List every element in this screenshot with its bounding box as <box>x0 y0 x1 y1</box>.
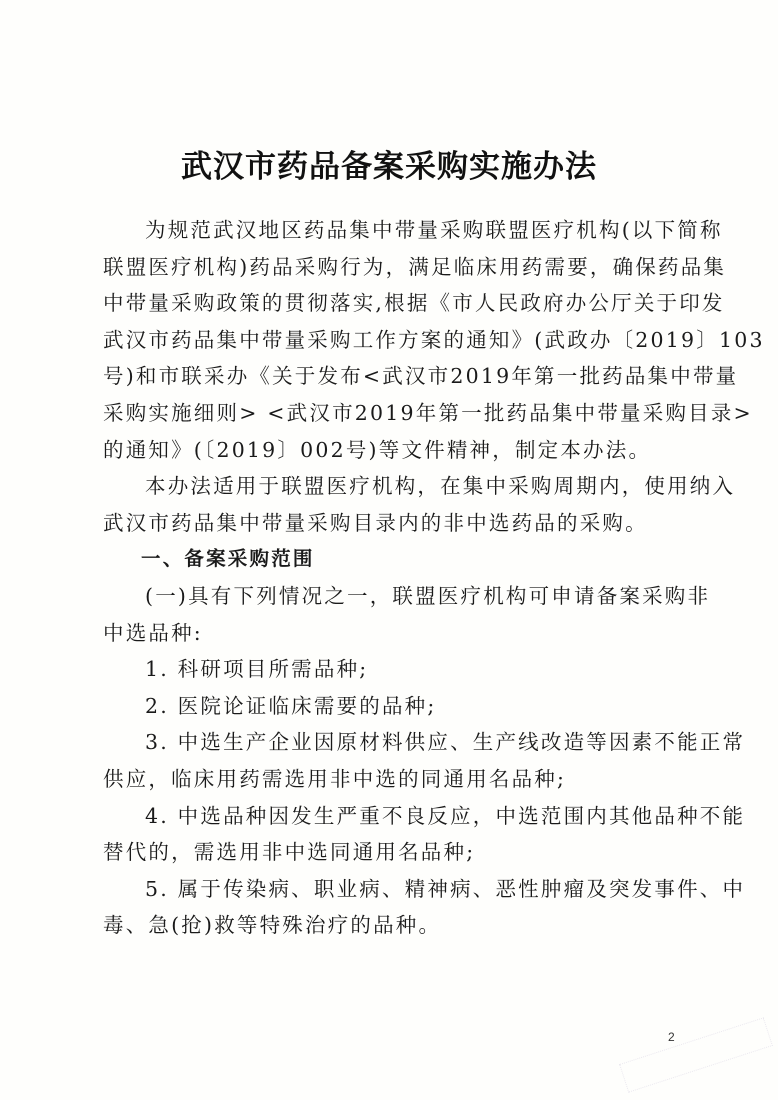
text-line: 武汉市药品集中带量采购目录内的非中选药品的采购。 <box>103 510 648 535</box>
text-line: 供应，临床用药需选用非中选的同通用名品种; <box>103 766 567 791</box>
text-line: 为规范武汉地区药品集中带量采购联盟医疗机构(以下简称 <box>145 218 723 242</box>
text-line: 武汉市药品集中带量采购工作方案的通知》(武政办〔2019〕103 <box>103 327 765 352</box>
text-line: 中带量采购政策的贯彻落实,根据《市人民政府办公厅关于印发 <box>103 291 725 316</box>
page-number: 2 <box>668 1030 675 1044</box>
document-title: 武汉市药品备案采购实施办法 <box>181 149 597 185</box>
text-line: 采购实施细则> <武汉市2019年第一批药品集中带量采购目录> <box>103 400 753 425</box>
list-item-5 <box>103 871 746 944</box>
document-body <box>103 212 765 944</box>
text-line: 联盟医疗机构)药品采购行为，满足临床用药需要，确保药品集 <box>103 254 727 279</box>
paragraph-scope <box>103 468 736 541</box>
text-line: 3. 中选生产企业因原材料供应、生产线改造等因素不能正常 <box>145 730 746 755</box>
text-line: 中选品种: <box>103 620 203 645</box>
text-line: 本办法适用于联盟医疗机构，在集中采购周期内，使用纳入 <box>145 474 736 499</box>
text-line: 4. 中选品种因发生严重不良反应，中选范围内其他品种不能 <box>145 803 746 828</box>
text-line: 毒、急(抢)救等特殊治疗的品种。 <box>103 913 442 938</box>
text-line: 1. 科研项目所需品种; <box>145 657 369 682</box>
list-item-3 <box>103 724 746 797</box>
watermark-stamp <box>619 1017 773 1093</box>
text-line: 的通知》(〔2019〕002号)等文件精神，制定本办法。 <box>103 437 652 462</box>
text-line: 2. 医院论证临床需要的品种; <box>145 693 437 718</box>
text-line: 5. 属于传染病、职业病、精神病、恶性肿瘤及突发事件、中 <box>145 876 746 901</box>
list-item-2 <box>103 688 677 725</box>
subsection-1 <box>103 578 711 651</box>
list-item-1 <box>103 651 677 688</box>
paragraph-intro <box>103 212 765 468</box>
text-line: 替代的，需选用非中选同通用名品种; <box>103 840 476 865</box>
section-heading: 一、备案采购范围 <box>141 547 315 571</box>
list-item-4 <box>103 798 746 871</box>
text-line: (一)具有下列情况之一，联盟医疗机构可申请备案采购非 <box>145 583 711 608</box>
text-line: 号)和市联采办《关于发布<武汉市2019年第一批药品集中带量 <box>103 364 739 389</box>
